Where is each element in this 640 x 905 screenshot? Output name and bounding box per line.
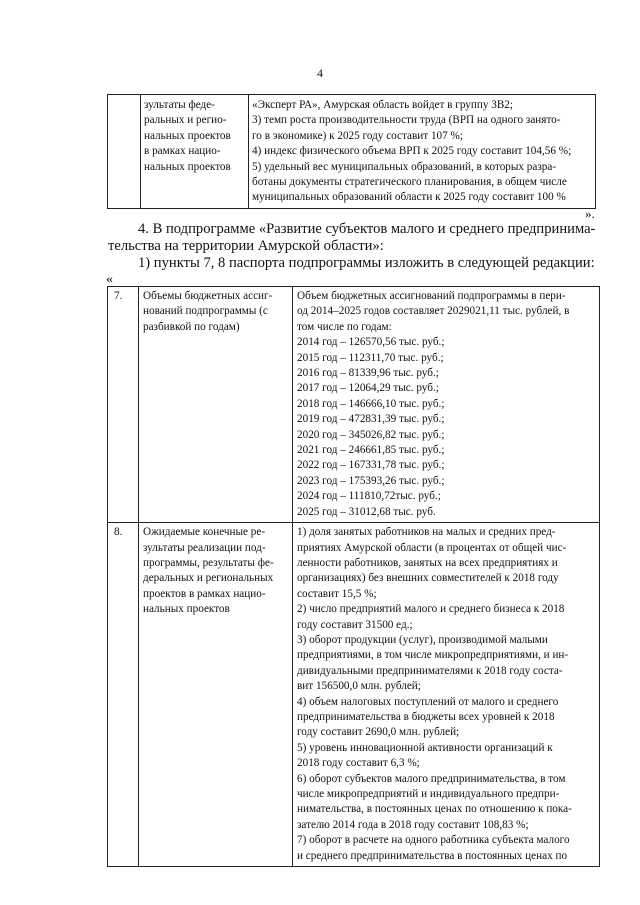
parameter-value-cell (293, 287, 600, 523)
closing-quote: ». (585, 206, 595, 221)
page-number: 4 (317, 66, 323, 80)
text-line: программы, результаты фе- (143, 556, 274, 569)
table-row (108, 523, 600, 867)
text-line: и среднего предпринимательства в постоянных ценах по (297, 849, 568, 862)
text-line: 2023 год – 175393,26 тыс. руб.; (297, 474, 445, 487)
text-line: в рамках нацио- (144, 145, 221, 158)
text-line: деральных и региональных (143, 572, 274, 585)
text-line: Объемы бюджетных ассиг- (143, 290, 273, 302)
subprogram-passport-table (107, 286, 600, 867)
text-line: 5) удельный вес муниципальных образований, в которых разра- (252, 160, 557, 173)
row-number-cell: 8. (108, 523, 139, 867)
text-line: 2020 год – 345026,82 тыс. руб.; (297, 428, 445, 441)
text-line: том числе по годам: (297, 320, 392, 333)
text-line: 2015 год – 112311,70 тыс. руб.; (297, 351, 444, 364)
text-line: 7) оборот в расчете на одного работника субъекта малого (297, 834, 570, 847)
text-line: зультаты феде- (144, 99, 215, 111)
text-line: нальных проектов (144, 160, 231, 173)
text-line: ботаны документы стратегического планирования, в общем числе (252, 176, 567, 189)
text-line: зультаты реализации под- (143, 541, 266, 554)
text-line: дивидуальными предпринимателями к 2018 году соста- (297, 664, 563, 677)
paragraph-4: 4. В подпрограмме «Развитие субъектов малого и среднего предпринима- (138, 221, 596, 237)
text-line: нальных проектов (143, 603, 230, 616)
text-line: разбивкой по годам) (143, 320, 240, 333)
text-line: предпринимательства в бюджеты всех уровней к 2018 (297, 710, 555, 723)
text-line: 4) объем налоговых поступлений от малого и среднего (297, 695, 559, 708)
paragraph-4-continuation: тельства на территории Амурской области»: (108, 238, 384, 254)
text-line: 2) число предприятий малого и среднего бизнеса к 2018 (297, 603, 565, 616)
row-number-cell: 7. (108, 287, 139, 523)
text-line: 2025 год – 31012,68 тыс. руб. (297, 505, 436, 518)
text-line: проектов в рамках нацио- (143, 587, 266, 600)
text-line: «Эксперт РА», Амурская область войдет в группу 3В2; (252, 99, 513, 111)
parameter-name-cell (139, 287, 293, 523)
text-line: 4) индекс физического объема ВРП к 2025 году составит 104,56 %; (252, 145, 572, 158)
text-line: 2021 год – 246661,85 тыс. руб.; (297, 444, 445, 457)
text-line: 2016 год – 81339,96 тыс. руб.; (297, 367, 439, 380)
text-line: 2024 год – 111810,72тыс. руб.; (297, 490, 441, 503)
parameter-name-cell (141, 95, 249, 209)
text-line: муниципальных образований области к 2025 году составит 100 % (252, 191, 566, 204)
text-line: 1) доля занятых работников на малых и средних пред- (297, 526, 556, 539)
table-row (108, 287, 600, 523)
text-line: вит 156500,0 млн. рублей; (297, 680, 421, 693)
row-number-cell (108, 95, 141, 209)
text-line: 2014 год – 126570,56 тыс. руб.; (297, 336, 445, 349)
text-line: 2022 год – 167331,78 тыс. руб.; (297, 459, 445, 472)
text-line: го в экономике) к 2025 году составит 107 %; (252, 129, 463, 142)
text-line: 3) оборот продукции (услуг), производимой малыми (297, 633, 548, 646)
text-line: 6) оборот субъектов малого предпринимательства, в том (297, 772, 566, 785)
text-line: 5) уровень инновационной активности организаций к (297, 741, 553, 754)
text-line: 2018 году составит 6,3 %; (297, 757, 420, 770)
text-line: нований подпрограммы (с (143, 305, 268, 318)
parameter-value-cell (293, 523, 600, 867)
text-line: ральных и регио- (144, 114, 227, 127)
text-line: 2017 год – 12064,29 тыс. руб.; (297, 382, 439, 395)
text-line: 2019 год – 472831,39 тыс. руб.; (297, 413, 445, 426)
table-row (108, 95, 596, 209)
paragraph-item-1: 1) пункты 7, 8 паспорта подпрограммы изложить в следующей редакции: (138, 255, 595, 271)
text-line: зателю 2014 года в 2018 году составит 108,83 %; (297, 818, 529, 831)
text-line: организациях) без внешних совместителей к 2018 году (297, 572, 559, 585)
text-line: Ожидаемые конечные ре- (143, 526, 266, 539)
text-line: составит 15,5 %; (297, 587, 377, 600)
text-line: году составит 31500 ед.; (297, 618, 413, 631)
continued-passport-table (107, 94, 596, 209)
text-line: нальных проектов (144, 129, 231, 142)
text-line: приятиях Амурской области (в процентах от общей чис- (297, 541, 567, 554)
parameter-value-cell (249, 95, 596, 209)
text-line: предприятиями, в том числе микропредприятиями, и ин- (297, 649, 569, 662)
opening-quote: « (106, 272, 113, 287)
text-line: 3) темп роста производительности труда (ВРП на одного занято- (252, 114, 561, 127)
text-line: од 2014–2025 годов составляет 2029021,11 тыс. рублей, в (297, 305, 570, 318)
text-line: нимательства, в постоянных ценах по отношению к пока- (297, 803, 572, 816)
text-line: году составит 2690,0 млн. рублей; (297, 726, 460, 739)
text-line: числе микропредприятий и индивидуального предпри- (297, 788, 560, 800)
text-line: 2018 год – 146666,10 тыс. руб.; (297, 397, 445, 410)
parameter-name-cell (139, 523, 293, 867)
text-line: Объем бюджетных ассигнований подпрограммы в пери- (297, 290, 566, 302)
text-line: ленности работников, занятых на всех предприятиях и (297, 556, 558, 569)
